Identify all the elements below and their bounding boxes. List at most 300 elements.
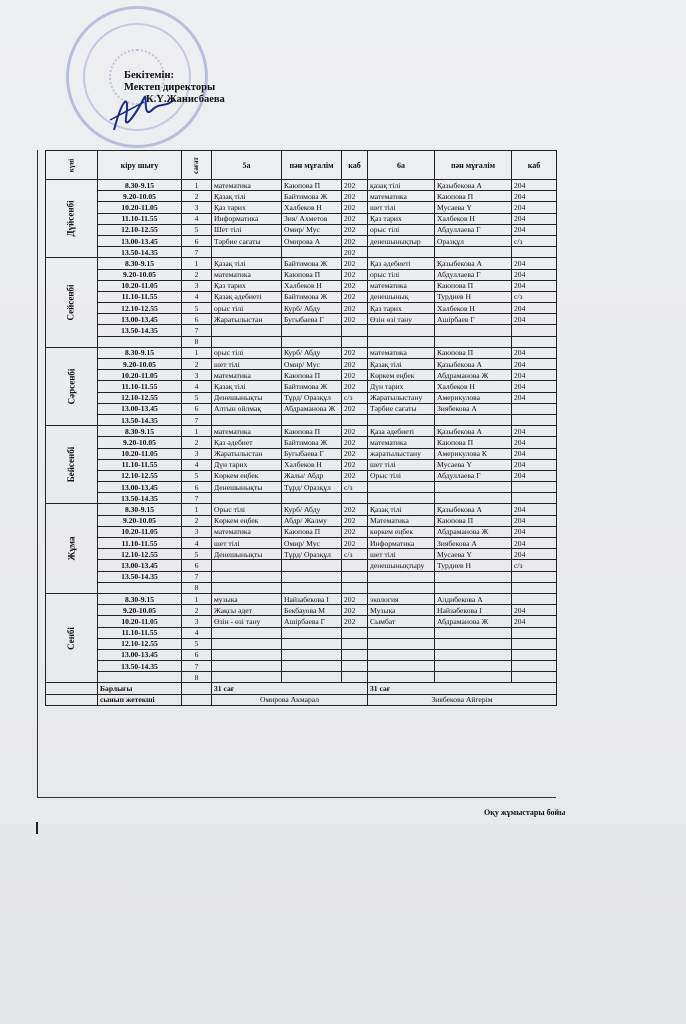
teacher-6a: Абдраманова Ж [435,370,512,381]
table-row [46,649,557,660]
subject-5a: Қаз тарих [212,280,282,291]
table-row [46,459,557,470]
subject-5a: Көркем еңбек [212,515,282,526]
teacher-6a: Америкулова К [435,448,512,459]
table-row [46,638,557,649]
room-6a [512,571,557,582]
room-5a: 202 [342,538,368,549]
room-6a [512,661,557,672]
table-row [46,672,557,683]
subject-6a [368,649,435,660]
subject-6a: Дүн тарих [368,381,435,392]
teacher-5a [282,672,342,683]
day-cell [46,180,98,258]
subject-5a: Өзін - өзі тану [212,616,282,627]
table-row [46,526,557,537]
time-cell: 11.10-11.55 [98,213,182,224]
room-6a: 204 [512,359,557,370]
lesson-number: 7 [182,325,212,336]
room-6a: 204 [512,605,557,616]
teacher-6a: Халбеков Н [435,303,512,314]
approval-block [124,70,225,106]
header-class-a: 5а [212,151,282,180]
room-5a [342,661,368,672]
left-border-line [37,150,38,798]
room-6a: 204 [512,470,557,481]
teacher-6a: Турдиев Н [435,560,512,571]
day-name: Жұма [66,536,76,561]
teacher-6a: Абдраманова Ж [435,616,512,627]
table-row [46,504,557,515]
room-6a: 204 [512,515,557,526]
margin-mark [36,822,38,834]
subject-6a [368,672,435,683]
time-cell: 8.30-9.15 [98,593,182,604]
subject-5a: математика [212,526,282,537]
table-row [46,493,557,504]
bottom-note: Оқу жұмыстары бойы [484,808,566,817]
room-6a: с/з [512,291,557,302]
subject-6a: Информатика [368,538,435,549]
room-5a [342,672,368,683]
table-row [46,213,557,224]
table-row [46,303,557,314]
room-6a: 204 [512,347,557,358]
room-5a: 202 [342,280,368,291]
teacher-5a: Байтимова Ж [282,291,342,302]
time-cell: 11.10-11.55 [98,459,182,470]
subject-5a: Шет тілі [212,224,282,235]
subject-5a: Қазақ тілі [212,381,282,392]
subject-6a [368,247,435,258]
teacher-5a: Жалы/ Абдр [282,470,342,481]
subject-5a [212,247,282,258]
time-cell: 13.50-14.35 [98,493,182,504]
teacher-5a: Тұрд/ Оразқұл [282,549,342,560]
room-5a: с/з [342,392,368,403]
lesson-number: 1 [182,593,212,604]
subject-6a: Қаз тарих [368,213,435,224]
day-name: Сенбі [65,626,76,650]
subject-6a: Қаз тарих [368,303,435,314]
teacher-6a: Халбеков Н [435,381,512,392]
teacher-6a [435,571,512,582]
subject-6a: шет тілі [368,202,435,213]
room-6a: 204 [512,269,557,280]
teacher-5a [282,560,342,571]
bottom-border-line [37,797,556,798]
teacher-5a: Каюпова П [282,370,342,381]
table-row [46,269,557,280]
room-6a [512,247,557,258]
subject-5a [212,582,282,593]
time-cell: 8.30-9.15 [98,258,182,269]
room-5a: 202 [342,213,368,224]
room-6a [512,672,557,683]
subject-5a [212,571,282,582]
teacher-6a: Каюпова П [435,437,512,448]
table-row [46,549,557,560]
subject-5a: орыс тілі [212,303,282,314]
header-room-b: каб [512,151,557,180]
room-5a: 202 [342,448,368,459]
subject-5a: Қазақ әдебиеті [212,291,282,302]
table-row [46,347,557,358]
room-6a: 204 [512,213,557,224]
room-6a: 204 [512,616,557,627]
lesson-number: 2 [182,605,212,616]
room-6a: 204 [512,280,557,291]
teacher-6a: Қазыбекова А [435,504,512,515]
lesson-number: 8 [182,336,212,347]
subject-6a: Математика [368,515,435,526]
day-name: Бейсенбі [65,447,76,483]
subject-5a: Дүн тарих [212,459,282,470]
time-cell: 9.20-10.05 [98,269,182,280]
teacher-6a: Абдуллаева Г [435,224,512,235]
lesson-number: 6 [182,403,212,414]
table-row [46,180,557,191]
teacher-6a: Каюпова П [435,515,512,526]
lesson-number: 3 [182,280,212,291]
subject-6a [368,661,435,672]
subject-6a: Қаз әдебиеті [368,258,435,269]
time-cell: 11.10-11.55 [98,291,182,302]
room-5a [342,582,368,593]
teacher-6a: Турдиев Н [435,291,512,302]
room-5a: 202 [342,269,368,280]
header-class-b: 6а [368,151,435,180]
room-5a [342,649,368,660]
teacher-5a [282,247,342,258]
teacher-5a: Абдраманова Ж [282,403,342,414]
teacher-6a [435,661,512,672]
room-6a [512,627,557,638]
lesson-number: 1 [182,180,212,191]
table-row [46,582,557,593]
teacher-5a: Халбеков Н [282,459,342,470]
header-day: күні [46,151,98,180]
table-row [46,470,557,481]
room-6a [512,593,557,604]
subject-5a: Жақсы әдет [212,605,282,616]
day-cell [46,426,98,504]
room-5a [342,627,368,638]
lesson-number: 7 [182,661,212,672]
room-5a: с/з [342,549,368,560]
time-cell: 10.20-11.05 [98,616,182,627]
teacher-6a: Каюпова П [435,347,512,358]
room-5a: 202 [342,370,368,381]
lesson-number: 4 [182,381,212,392]
teacher-5a [282,627,342,638]
lesson-number: 2 [182,515,212,526]
subject-5a: Қазақ тілі [212,191,282,202]
subject-5a: Қаз тарих [212,202,282,213]
teacher-6a: Америкулова [435,392,512,403]
room-6a: 204 [512,538,557,549]
lesson-number: 3 [182,448,212,459]
table-row [46,560,557,571]
teacher-6a: Найзабекова І [435,605,512,616]
subject-6a [368,336,435,347]
room-6a: 204 [512,504,557,515]
header-time: кіру шығу [98,151,182,180]
teacher-5a: Каюпова П [282,269,342,280]
teacher-6a [435,649,512,660]
teacher-6a [435,414,512,425]
subject-6a: Тәрбие сағаты [368,403,435,414]
subject-6a: денешынық [368,291,435,302]
room-5a: 202 [342,403,368,414]
subject-6a: математика [368,437,435,448]
time-cell [98,582,182,593]
teacher-5a: Курб/ Абду [282,303,342,314]
subject-6a: Қаза әдебиеті [368,426,435,437]
teacher-6a [435,493,512,504]
header-teacher-b: пән мұғалім [435,151,512,180]
table-row [46,437,557,448]
lesson-number: 5 [182,303,212,314]
subject-5a [212,560,282,571]
time-cell: 9.20-10.05 [98,191,182,202]
subject-5a: Жаратылыстан [212,448,282,459]
room-5a: 202 [342,437,368,448]
room-5a: 202 [342,515,368,526]
subject-6a: орыс тілі [368,224,435,235]
subject-6a: денешынықтыру [368,560,435,571]
time-cell: 10.20-11.05 [98,448,182,459]
lesson-number: 7 [182,493,212,504]
subject-6a [368,627,435,638]
time-cell: 11.10-11.55 [98,538,182,549]
room-6a: 204 [512,180,557,191]
teacher-6a: Оразқұл [435,235,512,246]
teacher-6a: Мусаева Ү [435,459,512,470]
teacher-6a: Мусаева Ү [435,202,512,213]
time-cell: 9.20-10.05 [98,605,182,616]
teacher-6a: Қазыбекова А [435,359,512,370]
teacher-6a: Зиябекова А [435,538,512,549]
room-5a: 202 [342,258,368,269]
teacher-5a: Курб/ Абду [282,347,342,358]
teacher-6a [435,672,512,683]
lesson-number: 8 [182,672,212,683]
subject-6a [368,571,435,582]
subject-5a: математика [212,370,282,381]
room-6a [512,638,557,649]
time-cell: 9.20-10.05 [98,515,182,526]
subject-6a [368,638,435,649]
room-5a: 202 [342,202,368,213]
time-cell: 8.30-9.15 [98,426,182,437]
subject-6a: денешынықтыр [368,235,435,246]
lesson-number: 6 [182,482,212,493]
day-cell [46,593,98,683]
teacher-6a: Халбеков Н [435,213,512,224]
room-5a [342,325,368,336]
subject-5a: Тәрбие сағаты [212,235,282,246]
time-cell: 12.10-12.55 [98,638,182,649]
room-6a [512,325,557,336]
lesson-number: 7 [182,414,212,425]
subject-5a [212,414,282,425]
time-cell: 13.00-13.45 [98,560,182,571]
teacher-5a: Байтимова Ж [282,381,342,392]
room-6a [512,336,557,347]
teacher-5a: Курб/ Абду [282,504,342,515]
table-row [46,538,557,549]
subject-5a: Орыс тілі [212,504,282,515]
lesson-number: 1 [182,347,212,358]
subject-5a [212,627,282,638]
room-6a: 204 [512,224,557,235]
room-5a: 202 [342,180,368,191]
teacher-6a: Абдраманова Ж [435,526,512,537]
table-row [46,381,557,392]
teacher-5a: Каюпова П [282,426,342,437]
table-row [46,359,557,370]
time-cell: 10.20-11.05 [98,202,182,213]
room-6a: 204 [512,459,557,470]
schedule-table [45,150,557,706]
teacher-5a: Абдр/ Жалму [282,515,342,526]
table-row [46,414,557,425]
room-5a: 202 [342,470,368,481]
total-empty [182,683,212,694]
teacher-6a [435,638,512,649]
time-cell: 8.30-9.15 [98,504,182,515]
subject-6a: қазақ тілі [368,180,435,191]
room-6a: 204 [512,303,557,314]
time-cell: 11.10-11.55 [98,627,182,638]
room-5a [342,414,368,425]
subject-5a: Информатика [212,213,282,224]
subject-6a: Көркем еңбек [368,370,435,381]
total-6a: 31 сағ [368,683,557,694]
teacher-5a: Зия/ Ахметов [282,213,342,224]
teacher-6a: Қазыбекова А [435,258,512,269]
lesson-number: 6 [182,649,212,660]
time-cell: 10.20-11.05 [98,370,182,381]
room-5a: 202 [342,504,368,515]
subject-6a: математика [368,191,435,202]
room-5a: 202 [342,224,368,235]
room-5a [342,638,368,649]
lesson-number: 3 [182,526,212,537]
room-6a: 204 [512,448,557,459]
teacher-5a: Байтимова Ж [282,437,342,448]
subject-6a: жаратылыстану [368,448,435,459]
header-room-a: каб [342,151,368,180]
day-name: Дүйсенбі [65,200,76,237]
room-6a: 204 [512,549,557,560]
teacher-5a: Байтимова Ж [282,258,342,269]
room-5a: 202 [342,526,368,537]
subject-5a: Жаратылыстан [212,314,282,325]
lesson-number: 2 [182,359,212,370]
lesson-number: 6 [182,560,212,571]
subject-6a: шет тілі [368,459,435,470]
room-6a: 204 [512,370,557,381]
time-cell: 10.20-11.05 [98,280,182,291]
table-row [46,661,557,672]
subject-5a [212,493,282,504]
teacher-6a: Алдибекова А [435,593,512,604]
room-5a: 202 [342,291,368,302]
table-row [46,426,557,437]
lesson-number: 7 [182,247,212,258]
teacher-5a [282,638,342,649]
room-5a: с/з [342,482,368,493]
teacher-6a: Каюпова П [435,280,512,291]
room-5a: 202 [342,459,368,470]
teacher-6a [435,482,512,493]
teacher-5a [282,414,342,425]
time-cell: 13.50-14.35 [98,414,182,425]
homeroom-spacer [46,694,98,705]
room-5a: 202 [342,616,368,627]
table-row [46,280,557,291]
teacher-6a: Қазыбекова А [435,426,512,437]
teacher-5a [282,661,342,672]
approval-title: Бекітемін: [124,70,175,81]
table-row [46,247,557,258]
subject-6a: орыс тілі [368,269,435,280]
time-cell: 10.20-11.05 [98,526,182,537]
lesson-number: 4 [182,459,212,470]
table-row [46,605,557,616]
approval-position: Мектеп директоры [124,82,216,93]
teacher-6a [435,247,512,258]
subject-6a: Қазақ тілі [368,504,435,515]
time-cell: 13.00-13.45 [98,403,182,414]
room-5a: 202 [342,381,368,392]
room-6a: 204 [512,437,557,448]
homeroom-row [46,694,557,705]
lesson-number: 4 [182,291,212,302]
subject-6a: Жаратылыстану [368,392,435,403]
time-cell [98,336,182,347]
subject-6a: математика [368,347,435,358]
subject-6a [368,482,435,493]
subject-5a: математика [212,426,282,437]
table-row [46,571,557,582]
table-row [46,291,557,302]
room-5a: 202 [342,235,368,246]
subject-6a [368,325,435,336]
teacher-5a: Каюпова П [282,180,342,191]
teacher-5a: Бугыбаева Г [282,448,342,459]
time-cell: 13.00-13.45 [98,314,182,325]
room-6a [512,649,557,660]
subject-5a: шет тілі [212,538,282,549]
time-cell: 13.00-13.45 [98,235,182,246]
teacher-5a [282,493,342,504]
teacher-6a: Зиябекова А [435,403,512,414]
subject-5a: Қаз әдебиет [212,437,282,448]
teacher-5a [282,336,342,347]
subject-5a [212,638,282,649]
time-cell: 13.50-14.35 [98,325,182,336]
teacher-6a: Қазыбекова А [435,180,512,191]
lesson-number: 6 [182,314,212,325]
header-lesson: сағат [182,151,212,180]
day-cell [46,258,98,348]
subject-6a: математика [368,280,435,291]
subject-5a [212,336,282,347]
lesson-number: 5 [182,224,212,235]
